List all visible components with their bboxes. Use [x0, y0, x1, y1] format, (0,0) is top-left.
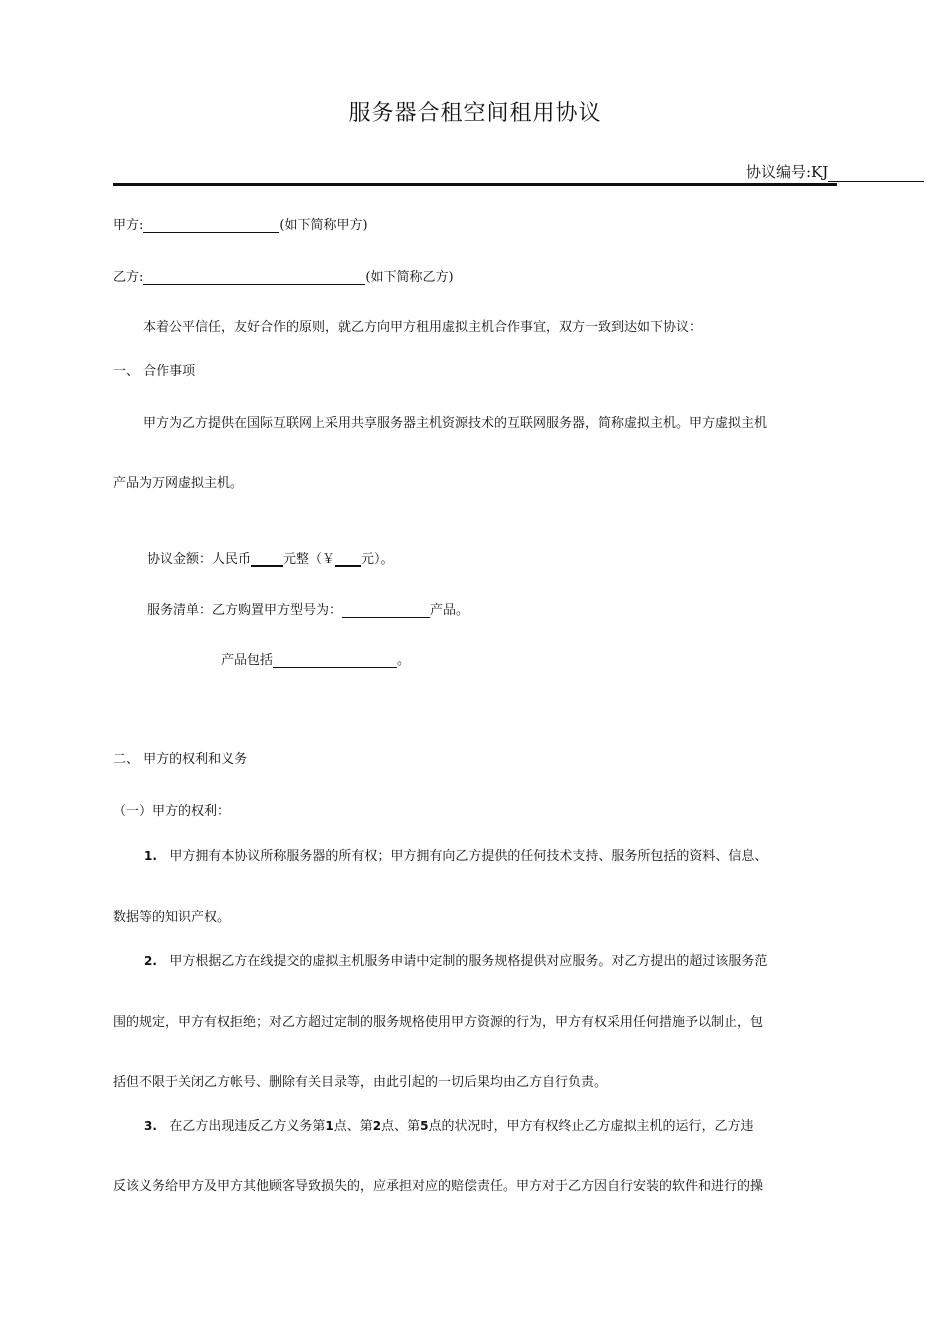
section-1-heading: 一、 合作事项 — [113, 364, 196, 379]
section-1-para-line-2: 产品为万网虚拟主机。 — [113, 476, 244, 491]
item-3-ref-3: 5 — [420, 1119, 429, 1133]
contract-number — [746, 161, 924, 182]
item-3-number: 3. — [144, 1119, 157, 1133]
amount-line — [147, 548, 394, 567]
includes-blank — [273, 653, 397, 668]
item-3-text-c: 点、第 — [381, 1119, 421, 1134]
item-3-text-b: 点、第 — [333, 1119, 373, 1134]
amount-rmb-blank — [251, 551, 283, 567]
item-3-line-2: 反该义务给甲方及甲方其他顾客导致损失的，应承担对应的赔偿责任。甲方对于乙方因自行安装的软件和进行的操 — [113, 1179, 764, 1194]
party-a-note: (如下简称甲方) — [279, 218, 368, 233]
section-1-para-line-1: 甲方为乙方提供在国际互联网上采用共享服务器主机资源技术的互联网服务器，简称虚拟主机。甲方虚拟主机 — [143, 416, 768, 431]
includes-prefix: 产品包括 — [221, 653, 274, 668]
subsection-rights-heading: （一）甲方的权利： — [113, 804, 231, 819]
item-3-line-1 — [144, 1115, 753, 1134]
service-suffix: 产品。 — [430, 603, 470, 618]
item-1-line-2: 数据等的知识产权。 — [113, 910, 231, 925]
service-model-blank — [342, 603, 430, 618]
item-2-number: 2. — [144, 954, 157, 968]
amount-yen-blank — [335, 551, 361, 567]
amount-prefix: 协议金额：人民币 — [147, 552, 252, 567]
party-b-label: 乙方: — [113, 270, 144, 285]
item-1-number: 1. — [144, 849, 157, 863]
contract-number-label: 协议编号:KJ — [746, 163, 829, 181]
amount-mid: 元整（￥ — [283, 552, 336, 567]
product-includes-line — [221, 649, 410, 668]
item-1-line-1 — [144, 845, 767, 864]
item-3-ref-1: 1 — [325, 1119, 334, 1133]
party-b-line — [113, 266, 454, 285]
party-a-blank — [143, 218, 279, 233]
item-2-line-2: 围的规定，甲方有权拒绝；对乙方超过定制的服务规格使用甲方资源的行为，甲方有权采用任何措施予以制止，包 — [113, 1015, 764, 1030]
intro-paragraph: 本着公平信任，友好合作的原则，就乙方向甲方租用虚拟主机合作事宜，双方一致到达如下协议： — [143, 320, 703, 335]
document-title: 服务器合租空间租用协议 — [348, 101, 602, 126]
party-a-label: 甲方: — [113, 218, 144, 233]
item-1-text: 甲方拥有本协议所称服务器的所有权；甲方拥有向乙方提供的任何技术支持、服务所包括的资料、信息、 — [169, 849, 768, 864]
party-b-note: (如下简称乙方) — [365, 270, 454, 285]
includes-suffix: 。 — [397, 653, 411, 668]
contract-number-blank — [828, 165, 924, 182]
item-2-text: 甲方根据乙方在线提交的虚拟主机服务申请中定制的服务规格提供对应服务。对乙方提出的超过该服务范 — [169, 954, 768, 969]
item-3-text-a: 在乙方出现违反乙方义务第 — [169, 1119, 326, 1134]
item-2-line-3: 括但不限于关闭乙方帐号、删除有关目录等，由此引起的一切后果均由乙方自行负责。 — [113, 1075, 608, 1090]
item-2-line-1 — [144, 950, 767, 969]
party-a-line — [113, 214, 368, 233]
service-list-line — [147, 599, 469, 618]
item-3-ref-2: 2 — [372, 1119, 382, 1133]
party-b-blank — [143, 270, 365, 285]
service-prefix: 服务清单：乙方购置甲方型号为： — [147, 603, 343, 618]
section-2-heading: 二、 甲方的权利和义务 — [113, 752, 248, 767]
header-divider — [113, 183, 837, 186]
item-3-text-d: 点的状况时，甲方有权终止乙方虚拟主机的运行，乙方违 — [428, 1119, 754, 1134]
amount-suffix: 元）。 — [361, 552, 394, 567]
